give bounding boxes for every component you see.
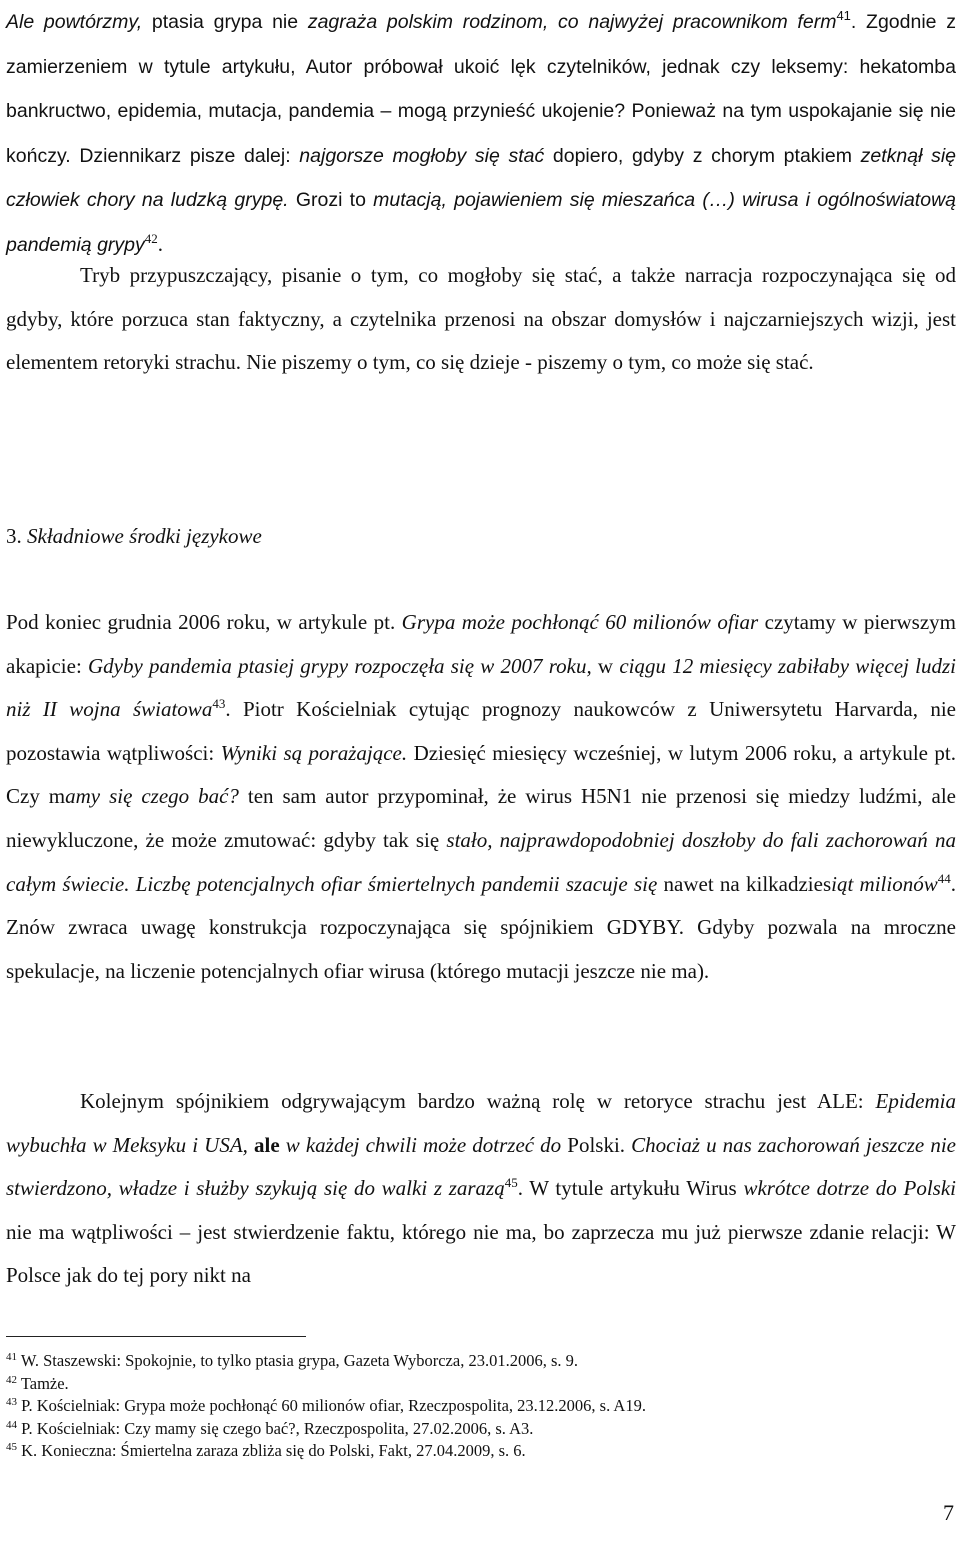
paragraph-4: Kolejnym spójnikiem odgrywającym bardzo ważną rolę w retoryce strachu jest ALE: Epidemia wybuchła w Meksyku i USA, ale w każdej chwili może dotrzeć do Polski. Chociaż u nas zachorowań jeszcze nie stwierdzono, władze i służby szykują się do walki z zarazą$^{45}$. W tytule artykułu Wirus wkrótce dotrze do Polski nie ma wątpliwości – jest stwierdzenie faktu, którego nie ma, bo zaprzecza mu już pierwsze zdanie relacji: W Polsce jak do tej pory nikt na (6, 1089, 956, 1288)
footnote-ref-42: 42 (144, 231, 158, 247)
paragraph-2: Tryb przypuszczający, pisanie o tym, co mogłoby się stać, a także narracja rozpoczynająca się od gdyby, które porzuca stan faktyczny, a czytelnika przenosi na obszar domysłów i najczarniejszych wizji, jest elementem retoryki strachu. Nie piszemy o tym, co się dzieje - piszemy o tym, co może się stać. (6, 263, 956, 375)
footnote-45: $^{45}$ K. Konieczna: Śmiertelna zaraza zbliża się do Polski, Fakt, 27.04.2009, s. 6. (6, 1441, 526, 1461)
footnote-ref-44: 44 (937, 870, 951, 886)
page-number: 7 (943, 1500, 954, 1525)
paragraph-3: Pod koniec grudnia 2006 roku, w artykule pt. Grypa może pochłonąć 60 milionów ofiar czytamy w pierwszym akapicie: Gdyby pandemia ptasiej grypy rozpoczęła się w 2007 roku, w ciągu 12 miesięcy zabiłaby więcej ludzi niż II wojna światowa$^{43}$. Piotr Kościelniak cytując prognozy naukowców z Uniwersytetu Harvarda, nie pozostawia wątpliwości: Wyniki są porażające. Dziesięć miesięcy wcześniej, w lutym 2006 roku, a artykule pt. Czy mamy się czego bać? ten sam autor przypominał, że wirus H5N1 nie przenosi się miedzy ludźmi, ale niewykluczone, że może zmutować: gdyby tak się stało, najprawdopodobniej doszłoby do fali zachorowań na całym świecie. Liczbę potencjalnych ofiar śmiertelnych pandemii szacuje się nawet na kilkadziesiąt milionów$^{44}$. Znów zwraca uwagę konstrukcja rozpoczynająca się spójnikiem GDYBY. Gdyby pozwala na mroczne spekulacje, na liczenie potencjalnych ofiar wirusa (którego mutacji jeszcze nie ma). (6, 610, 957, 983)
footnotes (6, 1350, 946, 1463)
section-title: Składniowe środki językowe (27, 524, 262, 548)
footnote-ref-43: 43 (212, 696, 226, 712)
footnote-ref-45: 45 (504, 1175, 518, 1191)
footnote-separator (6, 1336, 306, 1337)
section-number: 3. (6, 524, 27, 548)
text-run: Ale powtórzmy, ptasia grypa nie zagraża polskim rodzinom, co najwyżej pracownikom ferm$^{41}$. Zgodnie z zamierzeniem w tytule artykułu, Autor próbował ukoić lęk czytelników, jednak czy leksemy: hekatomba bankructwo, epidemia, mutacja, pandemia – mogą przynieść ukojenie? Ponieważ na tym uspokajanie się nie kończy. Dziennikarz pisze dalej: najgorsze mogłoby się stać dopiero, gdyby z chorym ptakiem zetknął się człowiek chory na ludzką grypę. Grozi to mutacją, pojawieniem się mieszańca (…) wirusa i ogólnoświatową pandemią grypy (6, 8, 956, 256)
footnote-42: $^{42}$ Tamże. (6, 1373, 69, 1393)
section-heading (6, 516, 262, 556)
footnote-43: $^{43}$ P. Kościelniak: Grypa może pochłonąć 60 milionów ofiar, Rzeczpospolita, 23.12.2006, s. A19. (6, 1396, 646, 1416)
footnote-44: $^{44}$ P. Kościelniak: Czy mamy się czego bać?, Rzeczpospolita, 27.02.2006, s. A3. (6, 1418, 534, 1438)
paragraph-1: Ale powtórzmy, ptasia grypa nie zagraża polskim rodzinom, co najwyżej pracownikom ferm$^{41}$. Zgodnie z zamierzeniem w tytule artykułu, Autor próbował ukoić lęk czytelników, jednak czy leksemy: hekatomba bankructwo, epidemia, mutacja, pandemia – mogą przynieść ukojenie? Ponieważ na tym uspokajanie się nie kończy. Dziennikarz pisze dalej: najgorsze mogłoby się stać dopiero, gdyby z chorym ptakiem zetknął się człowiek chory na ludzką grypę. Grozi to mutacją, pojawieniem się mieszańca (…) wirusa i ogólnoświatową pandemią grypy$^{42}$. (6, 8, 956, 256)
footnote-ref-41: 41 (836, 8, 851, 24)
footnote-41: $^{41}$ W. Staszewski: Spokojnie, to tylko ptasia grypa, Gazeta Wyborcza, 23.01.2006, s. 9. (6, 1350, 578, 1370)
